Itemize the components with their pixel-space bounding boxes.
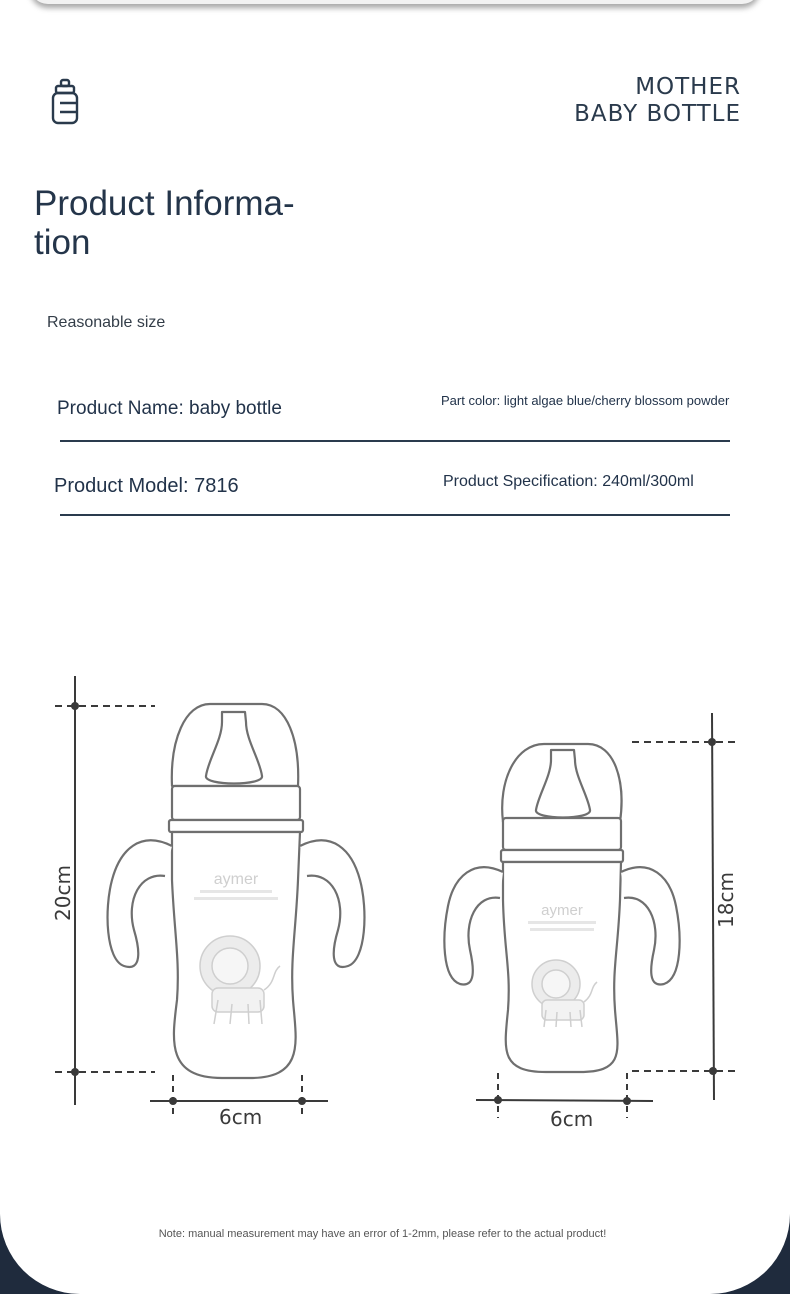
brand-line-1: MOTHER (635, 74, 741, 100)
part-color: Part color: light algae blue/cherry blossom powder (441, 393, 730, 408)
marker-dot (71, 1068, 79, 1076)
measurement-note: Note: manual measurement may have an error of 1-2mm, please refer to the actual product! (158, 1228, 607, 1240)
section-subtitle: Reasonable size (47, 314, 166, 331)
product-specification: Product Specification: 240ml/300ml (443, 473, 694, 490)
divider (60, 514, 730, 516)
size-diagram (0, 660, 790, 1150)
svg-text:aymer: aymer (541, 902, 583, 919)
height-label-left: 20cm (51, 865, 75, 921)
product-model: Product Model: 7816 (54, 475, 239, 497)
bottle-illustrations (0, 660, 790, 1150)
divider (60, 440, 730, 442)
top-shadow-edge (30, 0, 760, 4)
page-title (34, 184, 324, 262)
baby-bottle-icon (48, 78, 82, 126)
marker-dot (71, 702, 79, 710)
brand-line-2: BABY BOTTLE (574, 101, 741, 127)
svg-text:aymer: aymer (213, 871, 259, 888)
width-label-left: 6cm (219, 1105, 263, 1129)
width-label-right: 6cm (550, 1107, 594, 1131)
brand-title (574, 74, 741, 128)
product-name: Product Name: baby bottle (57, 398, 282, 419)
height-label-right: 18cm (714, 872, 738, 928)
page-title-text: Product Informa- tion (34, 184, 295, 262)
